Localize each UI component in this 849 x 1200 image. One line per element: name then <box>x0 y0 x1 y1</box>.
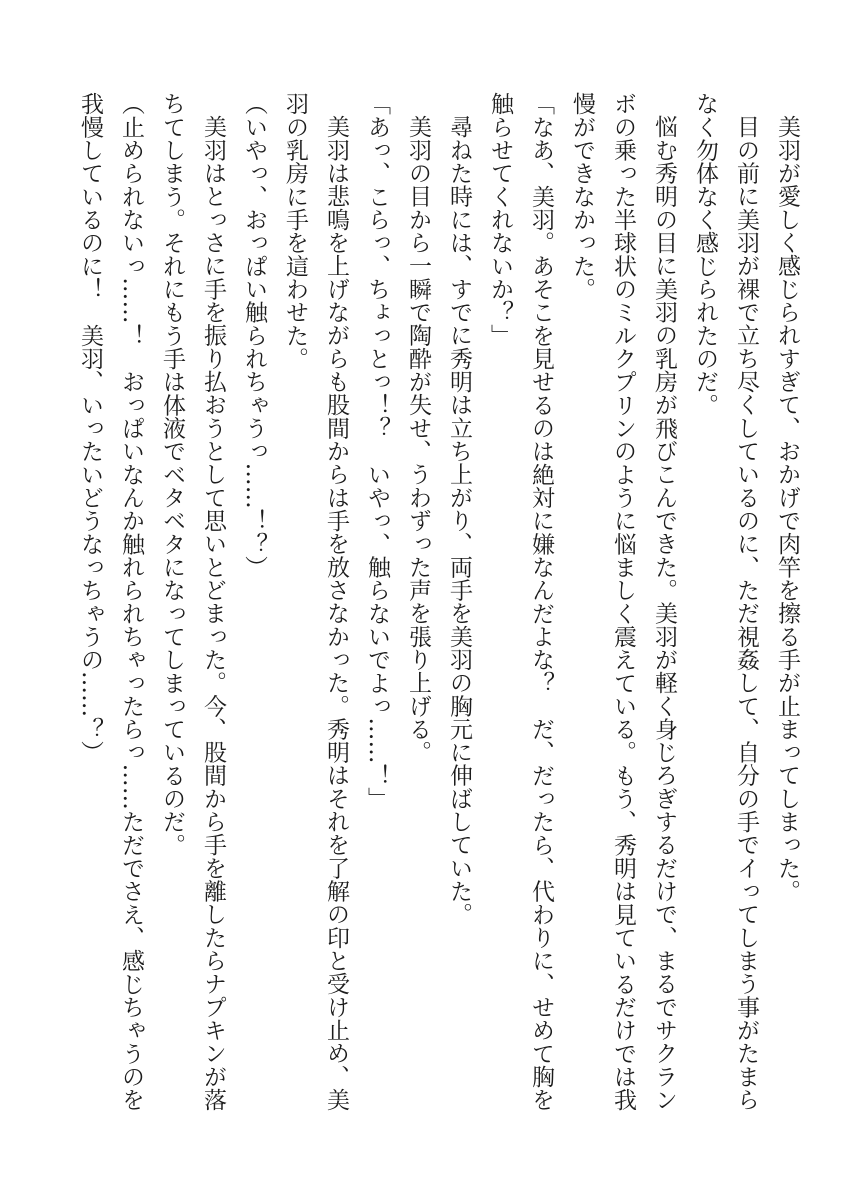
paragraph <box>438 92 479 1114</box>
paragraph <box>561 92 684 1114</box>
text-line: 美羽の目から一瞬で陶酔が失せ、うわずった声を張り上げる。 <box>405 115 431 764</box>
paragraph <box>766 92 807 1114</box>
paragraph <box>684 92 766 1114</box>
text-line: なく勿体なく感じられたのだ。 <box>692 92 718 417</box>
paragraph <box>233 92 274 1114</box>
paragraph <box>274 92 356 1114</box>
text-line: 慢ができなかった。 <box>569 92 595 301</box>
paragraph <box>397 92 438 1114</box>
paragraph <box>151 92 233 1114</box>
text-line: 目の前に美羽が裸で立ち尽くしているのに、ただ視姦して、自分の手でイってしまう事がたまら <box>733 115 759 1111</box>
text-line: （いやっ、おっぱい触られちゃうっ……！？） <box>241 92 267 579</box>
text-line: 羽の乳房に手を這わせた。 <box>282 92 308 370</box>
paragraph <box>69 92 151 1114</box>
paragraph <box>356 92 397 1114</box>
text-line: （止められないっ……！ おっぱいなんか触れられちゃったらっ……ただでさえ、感じちゃうのを <box>118 92 144 1112</box>
text-line: 尋ねた時には、すでに秀明は立ち上がり、両手を美羽の胸元に伸ばしていた。 <box>446 115 472 926</box>
text-line: 我慢しているのに！ 美羽、いったいどうなっちゃうの……？） <box>77 92 103 764</box>
text-line: 美羽はとっさに手を振り払おうとして思いとどまった。今、股間から手を離したらナプキンが落 <box>200 115 226 1111</box>
text-block <box>69 92 807 1114</box>
text-line: 触らせてくれないか？」 <box>487 92 513 347</box>
text-line: ちてしまう。それにもう手は体液でベタベタになってしまっているのだ。 <box>159 92 185 857</box>
text-line: 「なあ、美羽。あそこを見せるのは絶対に嫌なんだよな？ だ、だったら、代わりに、せめて胸を <box>528 92 554 1112</box>
text-line: 美羽は悲鳴を上げながらも股間からは手を放さなかった。秀明はそれを了解の印と受け止め、美 <box>323 115 349 1111</box>
text-line: 美羽が愛しく感じられすぎて、おかげで肉竿を擦る手が止まってしまった。 <box>774 115 800 903</box>
text-line: 「あっ、こらっ、ちょっとっ！？ いやっ、触らないでよっ……！」 <box>364 92 390 810</box>
text-line: 悩む秀明の目に美羽の乳房が飛びこんできた。美羽が軽く身じろぎするだけで、まるでサクラン <box>651 115 677 1111</box>
paragraph <box>479 92 561 1114</box>
text-line: ボの乗った半球状のミルクプリンのように悩ましく震えている。もう、秀明は見ているだけでは我 <box>610 92 636 1112</box>
